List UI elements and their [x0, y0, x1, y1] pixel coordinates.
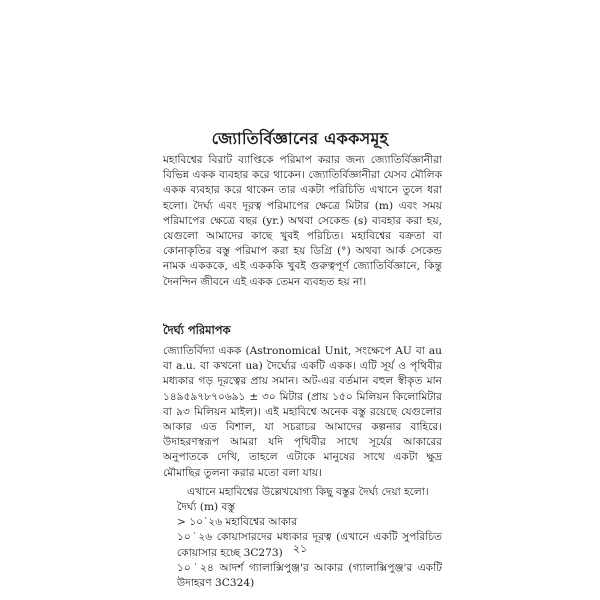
- list-item: ১০˙২৪ আদর্শ গ্যালাক্সিপুঞ্জ'র আকার (গ্যালাক্সিপুঞ্জ'র একটি উদাহরণ 3C324): [177, 561, 442, 590]
- intro-paragraph: মহাবিশ্বের বিরাট ব্যাপ্তিকে পরিমাপ করার জন্য জ্যোতির্বিজ্ঞানীরা বিভিন্ন একক ব্যবহার করে থাকেন। জ্যোতির্বিজ্ঞানীরা যেসব মৌলিক একক ব্যবহার করে থাকেন তার একটা পরিচিতি এখানে তুলে ধরা হলো। দৈর্ঘ্য এবং দূরত্ব পরিমাপের ক্ষেত্রে মিটার (m) এবং সময় পরিমাপের ক্ষেত্রে বছর (yr.) অথবা সেকেন্ড (s) ব্যবহার করা হয়, যেগুলো আমাদের কাছে খুবই পরিচিত। মহাবিশ্বের বক্রতা বা কোনাকৃতির বস্তু পরিমাপ করা হয় ডিগ্রি (°) অথবা আর্ক সেকেন্ড নামক একককে, এই একককি খুবই গুরুত্বপূর্ণ জ্যোতির্বিজ্ঞানে, কিন্তু দৈনন্দিন জীবনে এই একক তেমন ব্যবহৃত হয় না।: [163, 154, 442, 288]
- list-item: ১০˙২৬ কোয়াসারদের মধ্যকার দূরত্ব (এখানে একটি সুপরিচিত কোয়াসার হচ্ছে 3C273): [177, 531, 442, 559]
- section-paragraph: জ্যোতির্বিদ্যা একক (Astronomical Unit, সংক্ষেপে AU বা au বা a.u. বা কখনো ua) দৈর্ঘ্যের একটি একক। এটি সূর্য ও পৃথিবীর মধ্যকার গড় দূরত্বের প্রায় সমান। অট-এর বর্তমান বহুল স্বীকৃত মান ১৪৯৫৯৭৮৭০৬৯১ ± ৩০ মিটার (প্রায় ১৫০ মিলিয়ন কিলোমিটার বা ৯৩ মিলিয়ন মাইল)। এই মহাবিশ্বে অনেক বস্তু রয়েছে যেগুলোর আকার এত বিশাল, যা সচরাচর আমাদের কল্পনার বাহিরে। উদাহরণস্বরূপ আমরা যদি পৃথিবীর সাথে সূর্যের আকারের অনুপাতকে দেখি, তাহলে এটাকে মানুষের সাথে একটা ক্ষুদ্র মৌমাছির তুলনা করার মতো বলা যায়।: [163, 345, 442, 479]
- intro-section: [163, 153, 442, 290]
- chapter-title: জ্যোতির্বিজ্ঞানের এককসমূহ: [211, 129, 389, 148]
- column-label: দৈর্ঘ্য (m) বস্তু: [177, 501, 236, 514]
- list-item: > ১০˙২৬ মহাবিশ্বের আকার: [177, 516, 298, 529]
- note-line: এখানে মহাবিশ্বের উল্লেখযোগ্য কিছু বস্তুর দৈর্ঘ্য দেয়া হলো।: [187, 485, 429, 498]
- page-number: ২১: [292, 542, 308, 555]
- section-heading: দৈর্ঘ্য পরিমাপক: [163, 323, 231, 337]
